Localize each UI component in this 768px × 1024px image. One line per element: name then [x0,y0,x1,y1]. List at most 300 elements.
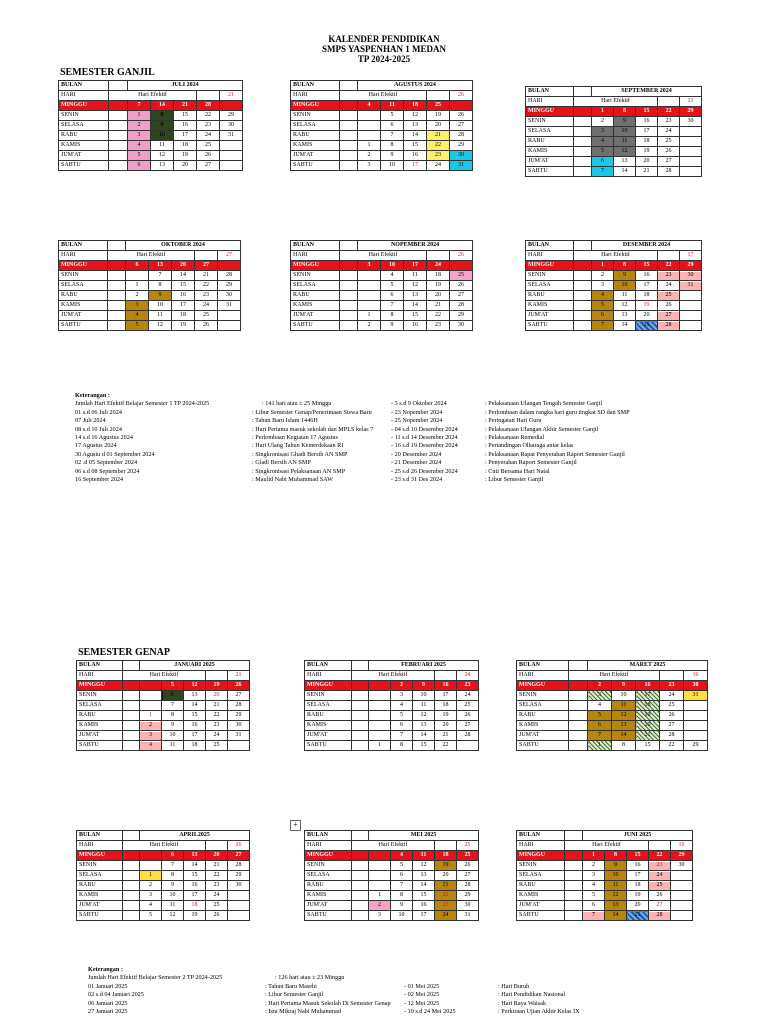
date-cell: 28 [228,701,250,711]
date-cell: 11 [614,291,636,301]
sunday-cell: 8 [614,261,636,271]
note-left-desc: : Libur Semester Ganjil [265,991,324,999]
date-cell: 7 [588,731,612,741]
date-cell: 17 [627,871,649,881]
date-cell: 5 [391,711,413,721]
date-cell: 14 [172,271,195,281]
day-label: KAMIS [305,721,352,731]
date-cell: 28 [457,881,479,891]
date-cell: 2 [583,861,605,871]
note-left-date: 01 Januari 2025 [88,982,128,990]
date-cell: 19 [636,301,658,311]
date-cell: 21 [627,911,649,921]
date-cell [680,127,702,137]
date-cell: 28 [218,271,241,281]
date-cell: 7 [162,701,184,711]
date-cell: 5 [583,891,605,901]
date-cell: 18 [435,701,457,711]
note-right-desc: : Pelaksanaan Ulangan Akhir Semester Ganjil [485,425,599,433]
note-right-date: - 20 Desember 2024 [391,450,442,458]
date-cell [369,701,391,711]
sunday-cell: 2 [588,681,612,691]
date-cell: 12 [614,147,636,157]
note-right-date: - 25 Nopember 2024 [391,417,443,425]
date-cell: 17 [435,691,457,701]
date-cell: 18 [174,141,197,151]
date-cell: 20 [636,311,658,321]
day-label: JUM'AT [77,731,123,741]
date-cell: 14 [413,731,435,741]
date-cell: 30 [450,151,473,161]
note-right-date: - 16 s.d 19 Desember 2024 [391,442,458,450]
day-label: SABTU [77,741,123,751]
date-cell: 18 [627,881,649,891]
date-cell: 9 [605,861,627,871]
date-cell: 8 [151,111,174,121]
note-left-desc: : Libur Semester Genap/Penerimaan Siswa Baru [252,408,372,416]
date-cell: 3 [140,731,162,741]
date-cell: 27 [228,691,250,701]
month-name: SEPTEMBER 2024 [592,87,702,97]
sunday-cell [450,101,473,111]
date-cell: 2 [369,901,391,911]
date-cell: 18 [427,271,450,281]
day-label: SELASA [517,701,569,711]
date-cell: 3 [126,301,149,311]
date-cell: 24 [658,281,680,291]
date-cell: 22 [660,741,684,751]
date-cell [369,881,391,891]
date-cell [220,141,243,151]
date-cell: 23 [658,117,680,127]
date-cell [680,167,702,177]
date-cell: 24 [457,691,479,701]
day-label: SABTU [517,911,565,921]
calendar-table [525,86,702,177]
hari-label: HARI [305,671,352,681]
date-cell: 10 [605,871,627,881]
sunday-cell: 6 [126,261,149,271]
date-cell: 5 [126,321,149,331]
date-cell: 2 [358,321,381,331]
date-cell: 10 [614,127,636,137]
bulan-label: BULAN [517,661,569,671]
month-name: OKTOBER 2024 [126,241,241,251]
bulan-label: BULAN [526,241,574,251]
sunday-cell: 15 [636,261,658,271]
date-cell: 27 [457,871,479,881]
day-label: SENIN [526,271,574,281]
date-cell: 20 [636,721,660,731]
hari-efektif-label: Hari Efektif [340,91,427,101]
date-cell: 3 [128,131,151,141]
sunday-cell [369,681,391,691]
date-cell: 28 [450,131,473,141]
date-cell: 17 [636,127,658,137]
date-cell: 12 [149,321,172,331]
date-cell: 29 [218,281,241,291]
note-left-date: 01 s.d 06 Juli 2024 [75,408,122,416]
semester-genap-heading: SEMESTER GENAP [78,647,170,658]
date-cell: 3 [140,891,162,901]
date-cell: 29 [228,871,250,881]
date-cell: 26 [457,711,479,721]
month-name: FEBRUARI 2025 [369,661,479,671]
date-cell: 19 [435,861,457,871]
effective-days: 24 [457,671,479,681]
date-cell: 9 [162,881,184,891]
date-cell: 19 [184,911,206,921]
note-right-date: - 12 Mei 2025 [404,999,440,1007]
date-cell: 19 [427,111,450,121]
day-label: RABU [291,291,340,301]
date-cell: 16 [636,117,658,127]
sunday-cell: 4 [391,851,413,861]
date-cell: 5 [140,911,162,921]
date-cell: 28 [450,301,473,311]
day-label: SABTU [305,741,352,751]
day-label: SELASA [291,281,340,291]
sunday-cell: 1 [592,107,614,117]
note-right-date: - 23 s.d 31 Des 2024 [391,475,443,483]
note-left-desc: : Isra Mikraj Nabi Muhammad [265,1007,341,1015]
day-label: JUM'AT [59,311,108,321]
day-label: RABU [526,291,574,301]
date-cell [369,731,391,741]
date-cell: 23 [195,291,218,301]
sunday-cell: 27 [228,851,250,861]
calendar-table [525,240,702,331]
date-cell: 21 [636,731,660,741]
date-cell: 9 [614,117,636,127]
date-cell: 11 [404,271,427,281]
date-cell [680,157,702,167]
date-cell: 4 [140,741,162,751]
date-cell: 18 [636,701,660,711]
sunday-cell: 9 [413,681,435,691]
date-cell: 12 [413,711,435,721]
notes-title: Keterangan : [75,392,110,399]
date-cell: 21 [195,271,218,281]
note-left-desc: : Hari Pertama masuk sekolah dan MPLS kelas 7 [252,425,374,433]
date-cell: 31 [220,131,243,141]
sunday-cell [369,851,391,861]
day-label: JUM'AT [305,731,352,741]
notes-title: Keterangan : [88,966,123,973]
date-cell: 7 [149,271,172,281]
date-cell: 30 [228,881,250,891]
note-right-desc: : Hari Raya Waisak [498,999,547,1007]
month-name: DESEMBER 2024 [592,241,702,251]
date-cell: 15 [184,871,206,881]
effective-days: 21 [228,671,250,681]
date-cell: 18 [184,741,206,751]
date-cell: 5 [592,301,614,311]
hari-label: HARI [59,251,108,261]
date-cell [218,311,241,321]
sunday-cell: 30 [684,681,708,691]
doc-title-line1: KALENDER PENDIDIKAN [328,34,440,44]
sunday-cell [218,261,241,271]
date-cell: 29 [220,111,243,121]
date-cell: 24 [658,127,680,137]
note-right-desc: : Hari Pendidikan Nasional [498,991,566,999]
date-cell: 11 [151,141,174,151]
day-label: RABU [77,881,123,891]
note-right-date: - 02 Mei 2025 [404,991,440,999]
date-cell: 1 [358,141,381,151]
date-cell [228,901,250,911]
date-cell [369,691,391,701]
date-cell: 11 [162,741,184,751]
day-label: SENIN [305,691,352,701]
calendar-table [76,830,250,921]
effective-days: 21 [680,97,702,107]
date-cell: 4 [592,291,614,301]
date-cell: 12 [612,711,636,721]
note-right-desc: : Penyerahan Raport Semester Ganjil [485,459,577,467]
date-cell: 4 [583,881,605,891]
bulan-label: BULAN [59,81,109,91]
date-cell: 30 [228,721,250,731]
date-cell [457,741,479,751]
day-label: JUM'AT [526,311,574,321]
date-cell: 23 [197,121,220,131]
date-cell: 11 [413,701,435,711]
minggu-label: MINGGU [517,681,569,691]
hari-label: HARI [291,91,340,101]
move-handle-icon[interactable]: + [290,820,301,831]
date-cell: 15 [404,311,427,321]
date-cell: 13 [614,311,636,321]
day-label: SENIN [291,271,340,281]
date-cell: 27 [658,311,680,321]
date-cell [358,121,381,131]
sunday-cell [450,261,473,271]
date-cell: 9 [381,321,404,331]
date-cell: 10 [162,731,184,741]
date-cell [358,281,381,291]
effective-days: 25 [457,841,479,851]
date-cell: 20 [427,121,450,131]
date-cell: 30 [457,901,479,911]
date-cell: 3 [583,871,605,881]
sunday-cell: 3 [358,261,381,271]
month-name: AGUSTUS 2024 [358,81,473,91]
date-cell: 3 [358,161,381,171]
sunday-cell: 28 [197,101,220,111]
day-label: SENIN [77,691,123,701]
bulan-label: BULAN [59,241,108,251]
note-left-date: 06 s.d 08 September 2024 [75,467,140,475]
date-cell: 14 [612,731,636,741]
day-label: KAMIS [517,891,565,901]
hari-efektif-label: Hari Efektif [340,251,427,261]
calendar-table [304,660,479,751]
date-cell [220,151,243,161]
date-cell: 1 [140,871,162,881]
date-cell: 29 [457,891,479,901]
date-cell: 19 [435,711,457,721]
sunday-cell: 13 [184,851,206,861]
date-cell [684,711,708,721]
date-cell: 21 [435,881,457,891]
note-right-date: - 04 s.d 10 Desember 2024 [391,425,458,433]
date-cell: 19 [636,147,658,157]
date-cell: 1 [588,741,612,751]
date-cell: 31 [450,161,473,171]
notes-intro-value: : 126 hari atau ± 23 Minggu [275,974,345,982]
sunday-cell: 8 [614,107,636,117]
date-cell [680,291,702,301]
date-cell: 11 [605,881,627,891]
date-cell [228,741,250,751]
date-cell [680,147,702,157]
date-cell: 17 [636,281,658,291]
note-left-date: 02 .d 05 September 2024 [75,459,138,467]
date-cell: 29 [684,741,708,751]
note-left-desc: : Tahun Baru Islam 1446H [252,417,318,425]
date-cell: 16 [404,321,427,331]
date-cell: 22 [197,111,220,121]
date-cell: 26 [649,891,671,901]
date-cell: 7 [162,861,184,871]
sunday-cell: 13 [149,261,172,271]
date-cell: 29 [228,711,250,721]
date-cell: 25 [649,881,671,891]
date-cell: 9 [151,121,174,131]
date-cell: 4 [128,141,151,151]
date-cell [671,881,693,891]
sunday-cell: 18 [404,101,427,111]
month-name: MEI 2025 [369,831,479,841]
date-cell: 22 [435,891,457,901]
date-cell: 31 [680,281,702,291]
minggu-label: MINGGU [526,261,574,271]
date-cell [140,861,162,871]
hari-label: HARI [305,841,352,851]
day-label: SENIN [59,111,109,121]
hari-efektif-label: Hari Efektif [352,841,435,851]
day-label: SELASA [77,871,123,881]
date-cell: 30 [680,117,702,127]
date-cell: 7 [583,911,605,921]
date-cell: 15 [413,891,435,901]
hari-efektif-label: Hari Efektif [569,671,660,681]
hari-label: HARI [526,97,574,107]
date-cell: 4 [126,311,149,321]
date-cell: 10 [614,281,636,291]
date-cell: 17 [636,691,660,701]
day-label: KAMIS [291,141,340,151]
date-cell: 3 [592,127,614,137]
date-cell [369,861,391,871]
date-cell: 17 [172,301,195,311]
day-label: SELASA [59,121,109,131]
date-cell: 28 [658,167,680,177]
date-cell: 14 [605,911,627,921]
notes-ganjil [75,392,715,484]
sunday-cell: 29 [680,107,702,117]
date-cell: 16 [184,881,206,891]
day-label: KAMIS [517,721,569,731]
date-cell [358,271,381,281]
date-cell: 16 [174,121,197,131]
date-cell: 11 [162,901,184,911]
notes-intro: Jumlah Hari Efektif Belajar Semester 1 TP 2024-2025 [75,400,210,408]
date-cell: 20 [435,871,457,881]
date-cell [228,891,250,901]
date-cell: 11 [149,311,172,321]
day-label: JUM'AT [305,901,352,911]
date-cell: 24 [206,731,228,741]
date-cell: 13 [404,291,427,301]
date-cell: 23 [649,861,671,871]
date-cell [680,311,702,321]
date-cell: 8 [391,891,413,901]
date-cell: 22 [206,711,228,721]
date-cell: 24 [435,911,457,921]
calendar-table [304,830,479,921]
date-cell: 10 [162,891,184,901]
note-right-date: - 21 Desember 2024 [391,459,442,467]
date-cell: 9 [162,721,184,731]
date-cell: 27 [649,901,671,911]
date-cell: 19 [427,281,450,291]
hari-label: HARI [526,251,574,261]
date-cell: 4 [140,901,162,911]
date-cell: 6 [381,121,404,131]
date-cell: 31 [684,691,708,701]
date-cell: 4 [381,271,404,281]
date-cell: 24 [206,891,228,901]
month-name: JUNI 2025 [583,831,693,841]
sunday-cell: 22 [649,851,671,861]
effective-days: 26 [450,251,473,261]
date-cell: 5 [588,711,612,721]
date-cell: 28 [660,731,684,741]
hari-efektif-label: Hari Efektif [565,841,649,851]
date-cell [220,161,243,171]
day-label: SELASA [526,281,574,291]
sunday-cell: 16 [435,681,457,691]
date-cell: 13 [413,721,435,731]
date-cell: 8 [162,711,184,721]
date-cell: 22 [435,741,457,751]
date-cell: 1 [358,311,381,321]
date-cell: 23 [206,881,228,891]
date-cell: 22 [195,281,218,291]
sunday-cell: 15 [627,851,649,861]
date-cell: 2 [358,151,381,161]
day-label: RABU [59,131,109,141]
sunday-cell: 7 [128,101,151,111]
day-label: SELASA [291,121,340,131]
note-left-date: 07 Juli 2024 [75,417,106,425]
date-cell: 10 [391,911,413,921]
sunday-cell: 22 [658,261,680,271]
date-cell: 24 [660,691,684,701]
day-label: RABU [305,881,352,891]
bulan-label: BULAN [77,831,123,841]
date-cell: 20 [636,157,658,167]
date-cell: 30 [218,291,241,301]
day-label: KAMIS [59,141,109,151]
calendar-table [76,660,250,751]
date-cell: 2 [126,291,149,301]
date-cell: 22 [206,871,228,881]
minggu-label: MINGGU [305,681,352,691]
